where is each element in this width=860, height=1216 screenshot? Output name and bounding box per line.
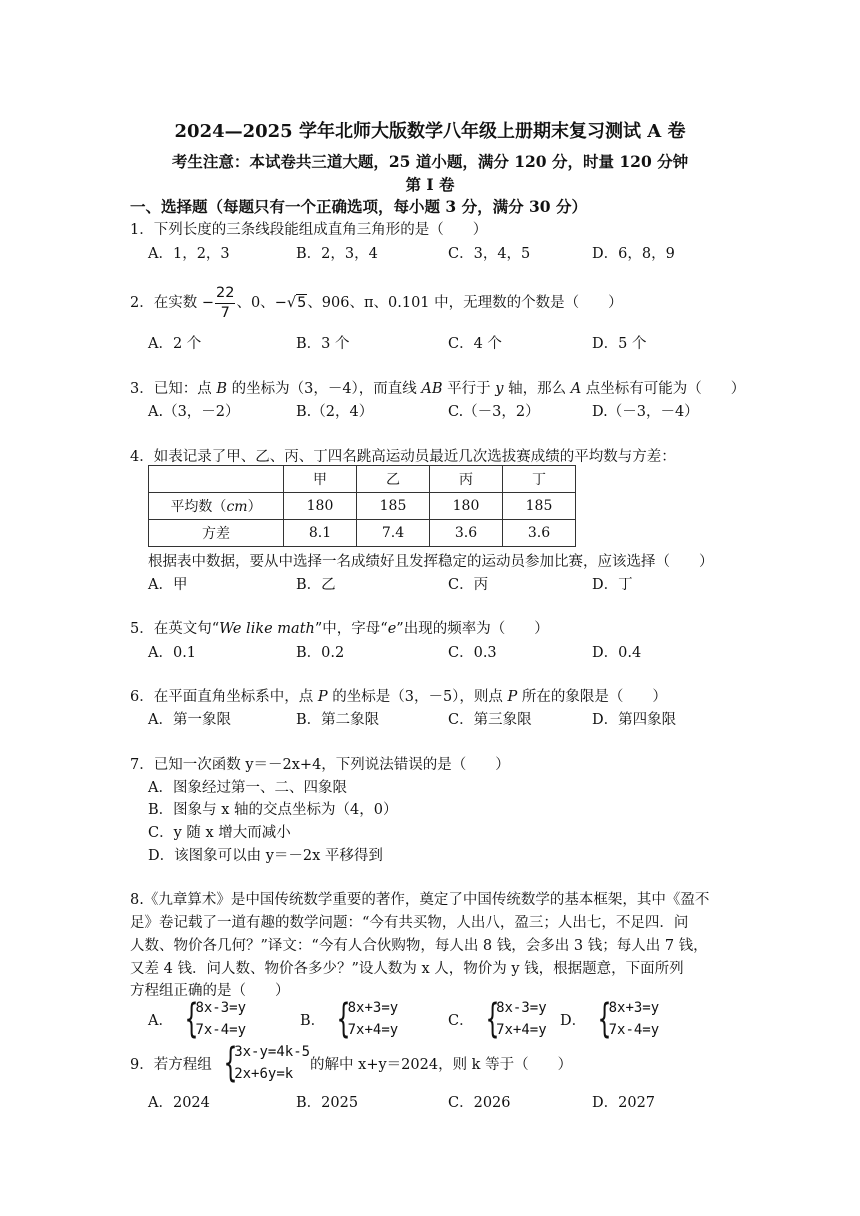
- question-8-line: 足》卷记载了一道有趣的数学问题：“今有共买物，人出八，盈三；人出七，不足四．问: [130, 915, 689, 931]
- question-6: 6．在平面直角坐标系中，点 P 的坐标是（3，－5），则点 P 所在的象限是（ ）: [130, 689, 667, 705]
- q5-option-a: A．0.1: [148, 645, 197, 661]
- question-8-line: 人数、物价各几何？”译文：“今有人合伙购物，每人出 8 钱，会多出 3 钱；每人出 7 钱，: [130, 938, 708, 954]
- q2-option-d: D．5 个: [592, 336, 647, 352]
- question-7: 7．已知一次函数 y＝－2x+4，下列说法错误的是（ ）: [130, 757, 510, 773]
- exam-notice: 考生注意：本试卷共三道大题，25 道小题，满分 120 分，时量 120 分钟: [171, 152, 689, 171]
- q3-option-c: C.（－3，2）: [448, 404, 540, 420]
- q3-option-b: B.（2，4）: [296, 404, 374, 420]
- q7-option-d: D．该图象可以由 y＝－2x 平移得到: [148, 848, 383, 864]
- left-brace-icon: {: [184, 996, 199, 1042]
- q8-option-a: A． { 8x-3=y 7x-4=y: [148, 996, 247, 1042]
- q3-option-a: A.（3，－2）: [148, 404, 240, 420]
- volume-label: 第 I 卷: [405, 175, 455, 194]
- q2-option-c: C．4 个: [448, 336, 502, 352]
- row-label-variance: 方差: [149, 520, 284, 547]
- row-label-mean: 平均数（cm）: [149, 493, 284, 520]
- q1-option-a: A．1，2，3: [148, 246, 230, 262]
- q8-option-b: B． { 8x+3=y 7x+4=y: [300, 996, 399, 1042]
- table-row: [149, 493, 576, 520]
- question-4: 4．如表记录了甲、乙、丙、丁四名跳高运动员最近几次选拔赛成绩的平均数与方差：: [130, 449, 676, 465]
- table-cell: 8.1: [284, 520, 357, 547]
- question-4-followup: 根据表中数据，要从中选择一名成绩好且发挥稳定的运动员参加比赛，应该选择（ ）: [148, 554, 714, 570]
- q9-option-d: D．2027: [592, 1095, 656, 1111]
- table-cell: 180: [284, 493, 357, 520]
- table-cell: 185: [357, 493, 430, 520]
- left-brace-icon: {: [597, 996, 612, 1042]
- sqrt-5: 5: [297, 295, 307, 311]
- q2-option-b: B．3 个: [296, 336, 350, 352]
- q1-option-d: D．6，8，9: [592, 246, 675, 262]
- left-brace-icon: {: [223, 1040, 238, 1086]
- q6-option-d: D．第四象限: [592, 712, 677, 728]
- q4-option-b: B．乙: [296, 577, 336, 593]
- q5-option-b: B．0.2: [296, 645, 345, 661]
- q7-option-b: B．图象与 x 轴的交点坐标为（4，0）: [148, 802, 398, 818]
- question-2: 2．在实数 − $\frac{22}{7}$ 、0、−√5、906、π、0.101 中，无理数的个数是（ ）: [130, 285, 623, 321]
- q9-option-b: B．2025: [296, 1095, 359, 1111]
- table-cell: 180: [430, 493, 503, 520]
- question-8-line: 又差 4 钱．问人数、物价各多少？”设人数为 x 人，物价为 y 钱，根据题意，下面所列: [130, 961, 684, 977]
- left-brace-icon: {: [336, 996, 351, 1042]
- exam-title: 2024—2025 学年北师大版数学八年级上册期末复习测试 A 卷: [174, 121, 686, 142]
- q5-option-d: D．0.4: [592, 645, 642, 661]
- table-header-cell: 丁: [503, 466, 576, 493]
- table-row: [149, 520, 576, 547]
- q7-option-a: A．图象经过第一、二、四象限: [148, 780, 347, 796]
- q8-option-d: D． { 8x+3=y 7x-4=y: [560, 996, 660, 1042]
- q6-option-b: B．第二象限: [296, 712, 380, 728]
- table-cell: 7.4: [357, 520, 430, 547]
- table-header-cell: 甲: [284, 466, 357, 493]
- q6-option-c: C．第三象限: [448, 712, 532, 728]
- question-8-line: 8.《九章算术》是中国传统数学重要的著作，奠定了中国传统数学的基本框架，其中《盈不: [130, 892, 710, 908]
- q9-option-c: C．2026: [448, 1095, 511, 1111]
- table-cell: 185: [503, 493, 576, 520]
- table-header-row: [149, 466, 576, 493]
- q1-option-b: B．2，3，4: [296, 246, 378, 262]
- question-1: 1．下列长度的三条线段能组成直角三角形的是（ ）: [130, 222, 488, 238]
- question-3: 3．已知：点 B 的坐标为（3，－4），而直线 AB 平行于 y 轴，那么 A 点坐标有可能为（ ）: [130, 381, 746, 397]
- table-cell: 3.6: [503, 520, 576, 547]
- section-heading: 一、选择题（每题只有一个正确选项，每小题 3 分，满分 30 分）: [130, 197, 587, 216]
- left-brace-icon: {: [485, 996, 500, 1042]
- q4-option-a: A．甲: [148, 577, 188, 593]
- q3-option-d: D.（－3，－4）: [592, 404, 699, 420]
- q9-option-a: A．2024: [148, 1095, 210, 1111]
- q1-option-c: C．3，4，5: [448, 246, 531, 262]
- question-8-line: 方程组正确的是（ ）: [130, 983, 290, 999]
- table-cell: 3.6: [430, 520, 503, 547]
- q4-option-d: D．丁: [592, 577, 633, 593]
- fraction-22-over-7: $\frac{22}{7}$: [216, 285, 235, 321]
- score-table: [148, 465, 576, 547]
- q4-option-c: C．丙: [448, 577, 489, 593]
- q5-option-c: C．0.3: [448, 645, 497, 661]
- q7-option-c: C．y 随 x 增大而减小: [148, 825, 291, 841]
- q6-option-a: A．第一象限: [148, 712, 231, 728]
- q2-option-a: A．2 个: [148, 336, 202, 352]
- table-header-cell: 乙: [357, 466, 430, 493]
- table-header-cell: 丙: [430, 466, 503, 493]
- question-9: 9．若方程组 { 3x-y=4k-5 2x+6y=k 的解中 x+y＝2024，则 k 等于（ ）: [130, 1040, 573, 1086]
- question-5: 5．在英文句“We like math”中，字母“e”出现的频率为（ ）: [130, 621, 549, 637]
- q8-option-c: C． { 8x-3=y 7x+4=y: [448, 996, 547, 1042]
